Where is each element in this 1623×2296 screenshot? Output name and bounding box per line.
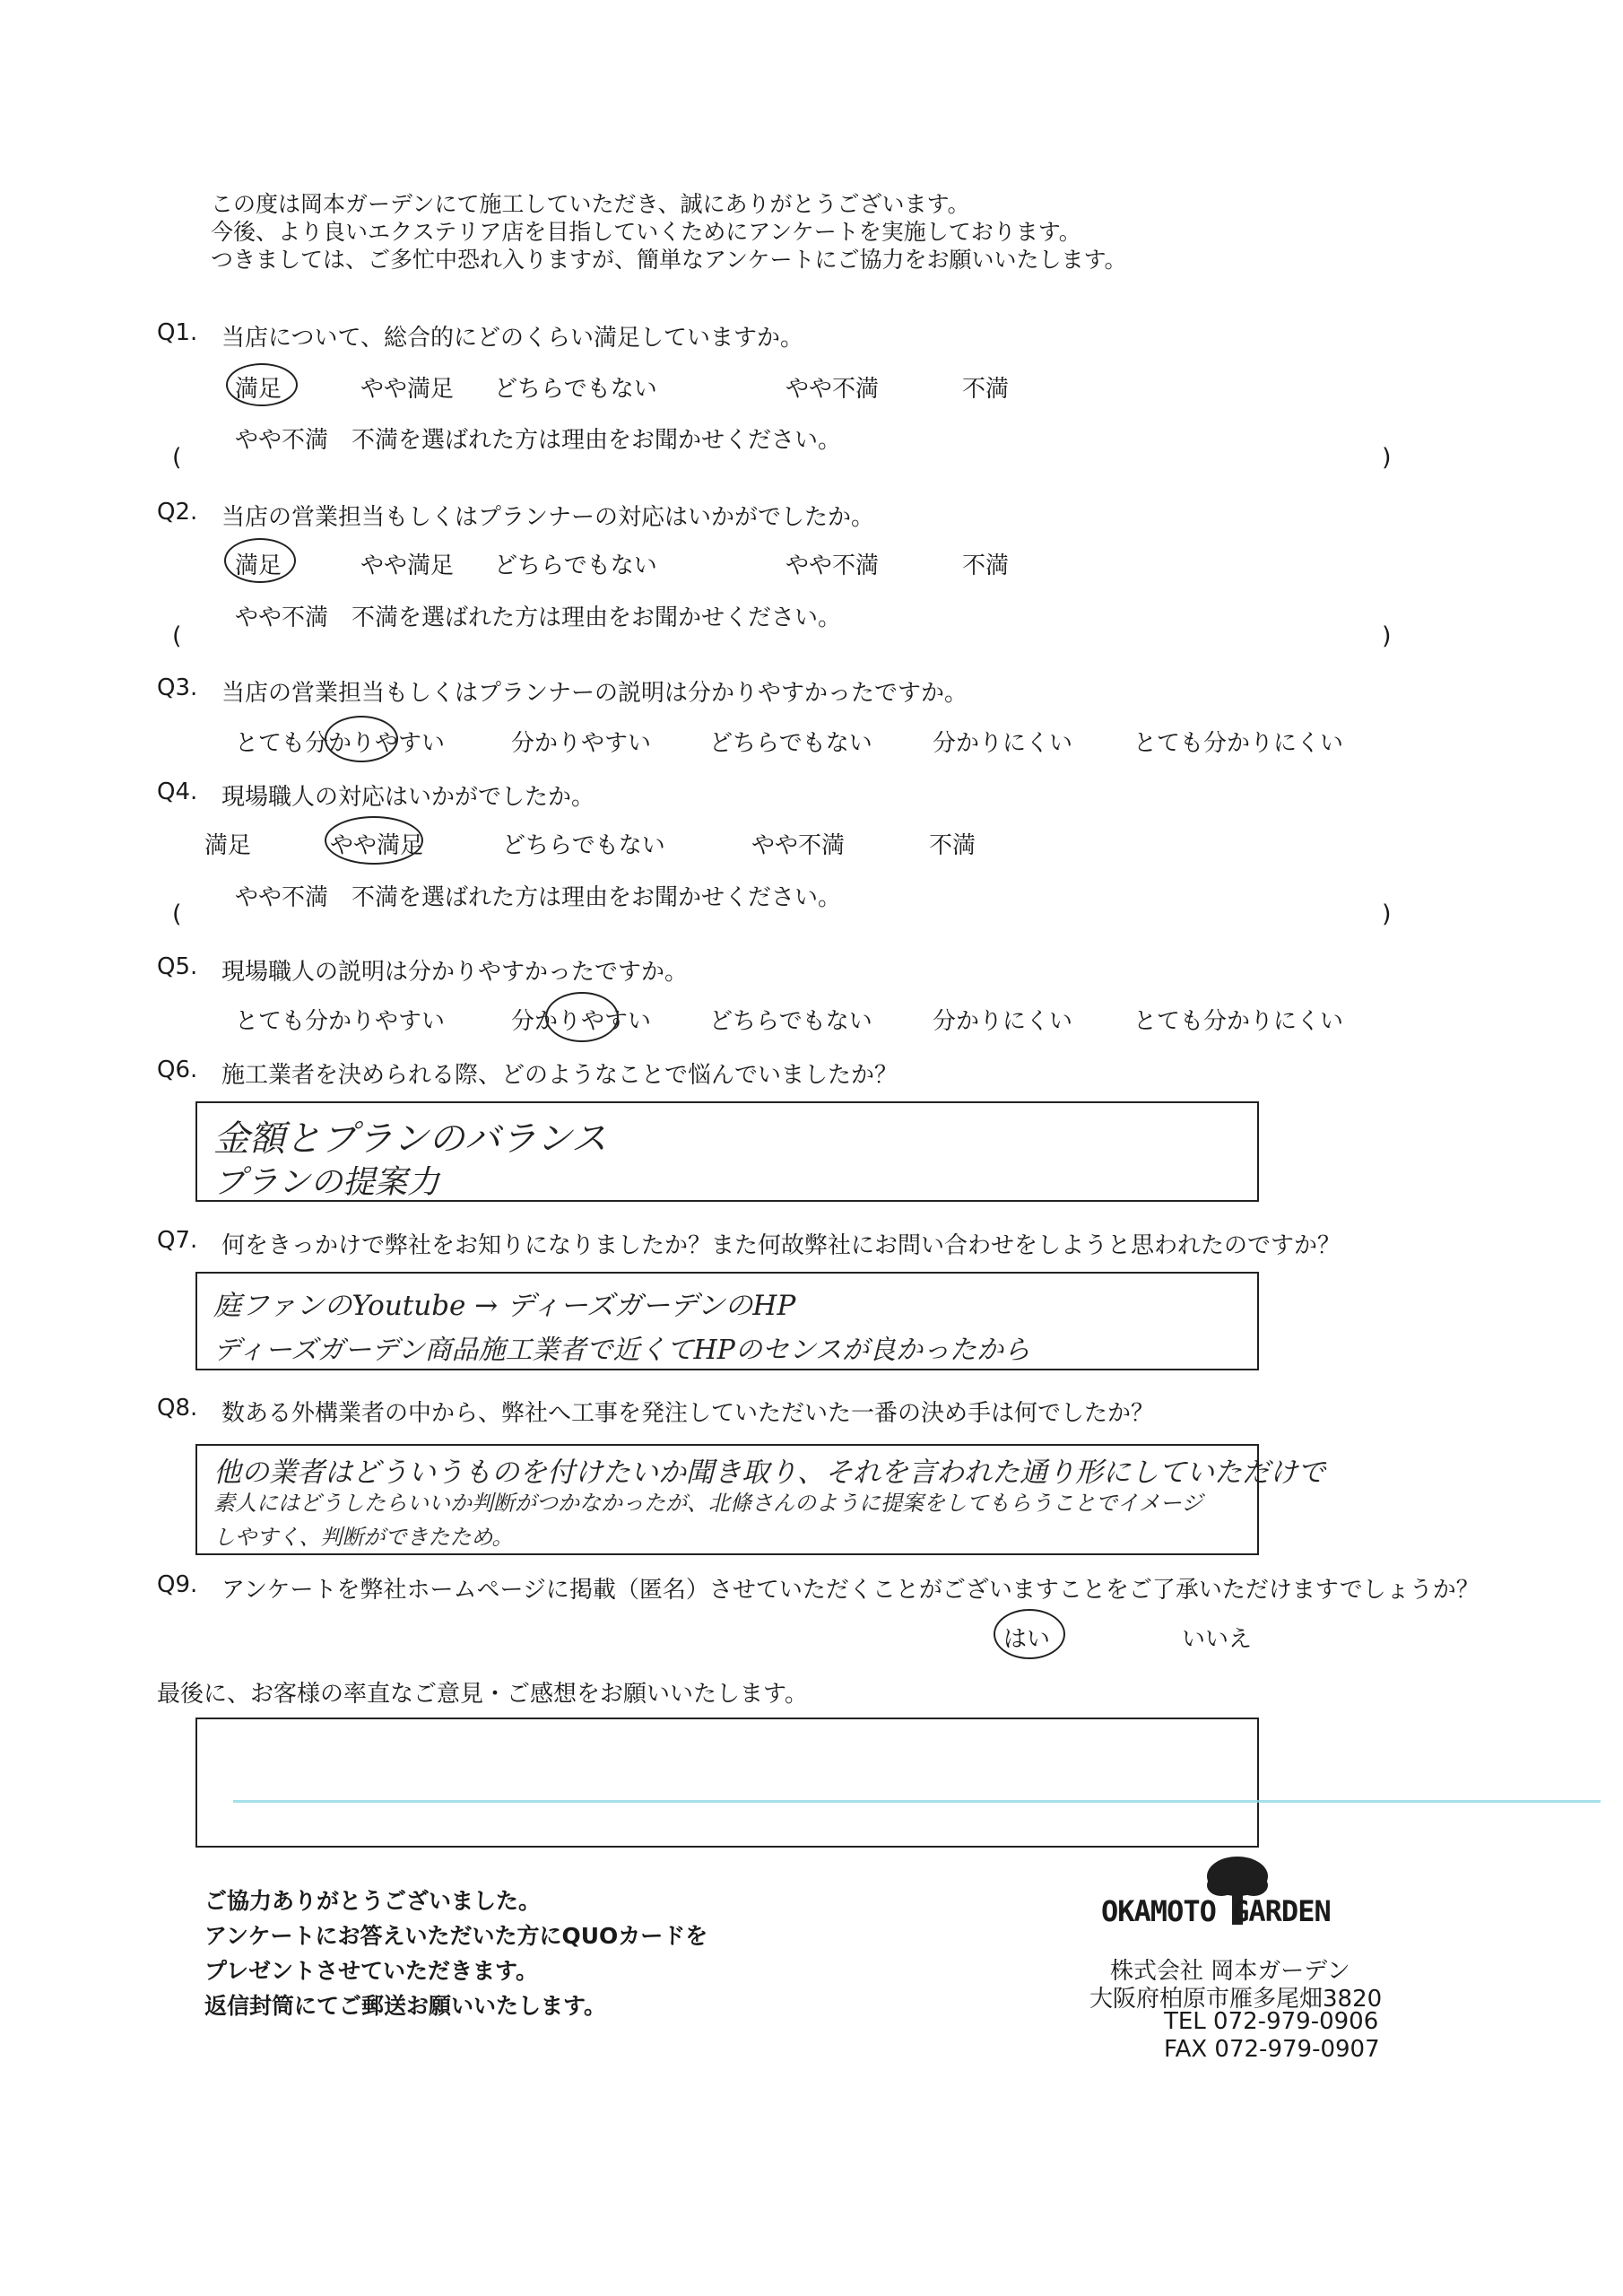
q2-label: Q2. — [157, 499, 198, 526]
q4-reason-close: ) — [1382, 900, 1392, 928]
footer-line: 返信封筒にてご郵送お願いいたします。 — [204, 1993, 607, 2019]
q9-option-no[interactable]: いいえ — [1182, 1626, 1253, 1653]
footer-line: ご協力ありがとうございました。 — [204, 1888, 542, 1914]
q4-option-1[interactable]: 満足 — [204, 832, 252, 859]
intro-text — [211, 190, 1127, 274]
stray-line — [233, 1800, 1601, 1803]
q4-option-3[interactable]: どちらでもない — [502, 832, 665, 859]
q1-reason-open: ( — [172, 444, 182, 472]
company-fax: FAX 072-979-0907 — [1164, 2036, 1380, 2063]
q8-answer-line: しやすく、判断ができたため。 — [213, 1525, 514, 1550]
intro-line: この度は岡本ガーデンにて施工していただき、誠にありがとうございます。 — [211, 191, 970, 217]
q6-answer-box[interactable] — [195, 1101, 1259, 1202]
q1-option-4[interactable]: やや不満 — [785, 376, 880, 403]
q5-option-5[interactable]: とても分かりにくい — [1133, 1008, 1344, 1035]
q7-label: Q7. — [157, 1227, 198, 1254]
final-answer-box[interactable] — [195, 1718, 1259, 1848]
intro-line: 今後、より良いエクステリア店を目指していくためにアンケートを実施しております。 — [211, 219, 1081, 245]
q6-answer-line: 金額とプランのバランス — [213, 1118, 607, 1160]
q3-option-2[interactable]: 分かりやすい — [511, 730, 652, 757]
q1-text: 当店について、総合的にどのくらい満足していますか。 — [221, 325, 803, 352]
q2-option-3[interactable]: どちらでもない — [494, 552, 657, 579]
footer-thanks — [204, 1883, 707, 2023]
q2-reason-close: ) — [1382, 622, 1392, 650]
q3-option-5[interactable]: とても分かりにくい — [1133, 730, 1344, 757]
q3-label: Q3. — [157, 674, 198, 701]
q4-text: 現場職人の対応はいかがでしたか。 — [221, 784, 595, 811]
company-tel: TEL 072-979-0906 — [1164, 2008, 1379, 2035]
q1-reason-prompt: やや不満 不満を選ばれた方は理由をお聞かせください。 — [235, 427, 842, 454]
q8-answer-line: 他の業者はどういうものを付けたいか聞き取り、それを言われた通り形にしていただけで — [213, 1457, 1325, 1489]
footer-line: アンケートにお答えいただいた方にQUOカードを — [204, 1923, 708, 1949]
selection-circle — [226, 363, 298, 406]
selection-circle — [994, 1609, 1065, 1659]
intro-line: つきましては、ご多忙中恐れ入りますが、簡単なアンケートにご協力をお願いいたします。 — [211, 247, 1127, 273]
q6-answer-line: プランの提案力 — [213, 1164, 440, 1201]
footer-line: プレゼントさせていただきます。 — [204, 1958, 539, 1984]
q1-option-3[interactable]: どちらでもない — [494, 376, 657, 403]
q8-text: 数ある外構業者の中から、弊社へ工事を発注していただいた一番の決め手は何でしたか？ — [221, 1400, 1155, 1427]
q5-text: 現場職人の説明は分かりやすかったですか。 — [221, 959, 689, 986]
q3-option-4[interactable]: 分かりにくい — [933, 730, 1073, 757]
q4-option-2[interactable]: やや満足 — [330, 832, 424, 859]
q4-option-4[interactable]: やや不満 — [751, 832, 846, 859]
q2-option-5[interactable]: 不満 — [962, 552, 1010, 579]
q2-option-4[interactable]: やや不満 — [785, 552, 880, 579]
q1-option-1[interactable]: 満足 — [235, 376, 282, 403]
q5-option-1[interactable]: とても分かりやすい — [235, 1008, 446, 1035]
company-logo-text: OKAMOTO GARDEN — [1101, 1894, 1331, 1928]
q9-label: Q9. — [157, 1571, 198, 1598]
q2-text: 当店の営業担当もしくはプランナーの対応はいかがでしたか。 — [221, 504, 875, 531]
q7-answer-box[interactable] — [195, 1272, 1259, 1370]
q4-option-5[interactable]: 不満 — [929, 832, 976, 859]
q8-label: Q8. — [157, 1395, 198, 1422]
company-name: 株式会社 岡本ガーデン — [1110, 1958, 1350, 1985]
q3-option-1[interactable]: とても分かりやすい — [235, 730, 446, 757]
q6-label: Q6. — [157, 1057, 198, 1083]
q5-option-2[interactable]: 分かりやすい — [511, 1008, 652, 1035]
q4-label: Q4. — [157, 778, 198, 805]
q1-option-2[interactable]: やや満足 — [360, 376, 455, 403]
q2-reason-prompt: やや不満 不満を選ばれた方は理由をお聞かせください。 — [235, 604, 842, 631]
q5-option-3[interactable]: どちらでもない — [709, 1008, 872, 1035]
q6-text: 施工業者を決められる際、どのようなことで悩んでいましたか？ — [221, 1062, 898, 1089]
q5-option-4[interactable]: 分かりにくい — [933, 1008, 1073, 1035]
q7-answer-line: ディーズガーデン商品施工業者で近くてHPのセンスが良かったから — [213, 1335, 1030, 1366]
q2-option-1[interactable]: 満足 — [235, 552, 282, 579]
q8-answer-box[interactable] — [195, 1444, 1325, 1555]
selection-circle — [224, 538, 296, 583]
final-prompt: 最後に、お客様の率直なご意見・ご感想をお願いいたします。 — [157, 1681, 808, 1708]
company-address: 大阪府柏原市雁多尾畑3820 — [1089, 1986, 1383, 2013]
q7-answer-line: 庭ファンのYoutube → ディーズガーデンのHP — [213, 1290, 796, 1322]
q2-option-2[interactable]: やや満足 — [360, 552, 455, 579]
q1-label: Q1. — [157, 319, 198, 346]
q4-reason-open: ( — [172, 900, 182, 928]
q7-text: 何をきっかけで弊社をお知りになりましたか？また何故弊社にお問い合わせをしようと思われたのですか？ — [221, 1232, 1341, 1259]
q3-text: 当店の営業担当もしくはプランナーの説明は分かりやすかったですか。 — [221, 680, 968, 707]
selection-circle — [545, 992, 619, 1042]
q8-answer-line: 素人にはどうしたらいいか判断がつかなかったが、北條さんのように提案をしてもらうことでイメージ — [213, 1491, 1203, 1516]
q1-option-5[interactable]: 不満 — [962, 376, 1010, 403]
q1-reason-close: ) — [1382, 444, 1392, 472]
q9-text: アンケートを弊社ホームページに掲載（匿名）させていただくことがございますことをご了承いただけますでしょうか？ — [221, 1577, 1480, 1604]
q2-reason-open: ( — [172, 622, 182, 650]
selection-circle — [325, 716, 398, 762]
q4-reason-prompt: やや不満 不満を選ばれた方は理由をお聞かせください。 — [235, 884, 842, 911]
q9-option-yes[interactable]: はい — [1003, 1626, 1051, 1653]
q5-label: Q5. — [157, 953, 198, 980]
q3-option-3[interactable]: どちらでもない — [709, 730, 872, 757]
selection-circle — [325, 816, 423, 865]
